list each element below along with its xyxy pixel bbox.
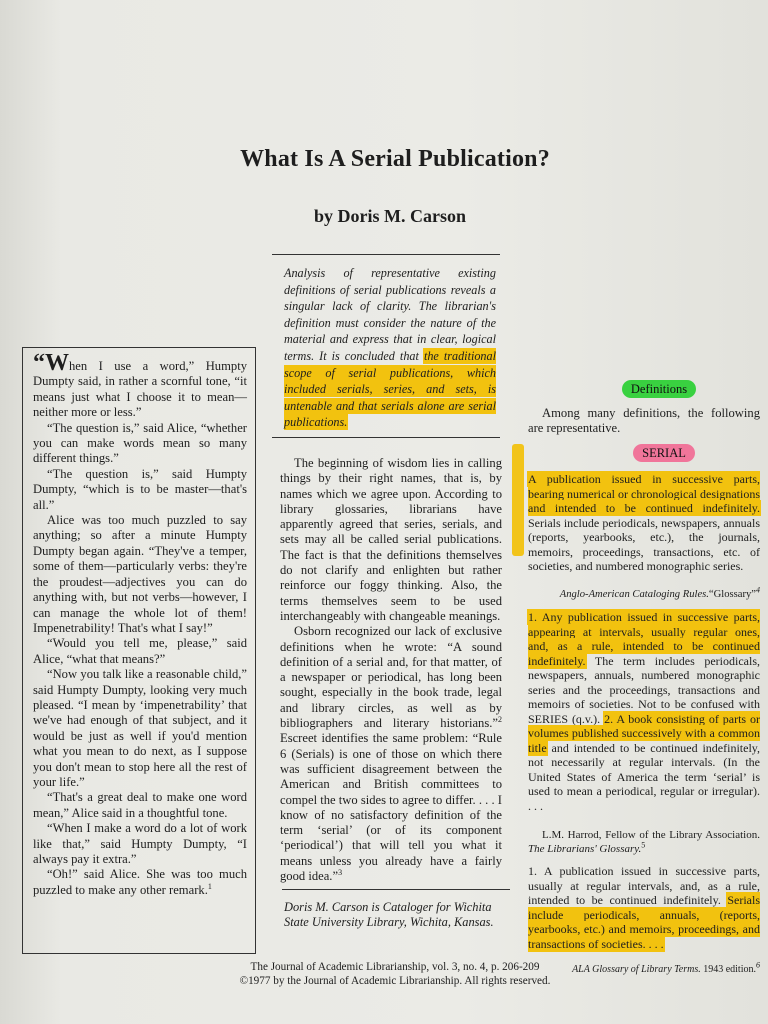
article-title: What Is A Serial Publication? [240,146,550,172]
quote-paragraph: “The question is,” said Alice, “whether you can make words mean so many different things.” [33,420,247,466]
abstract-text: Analysis of representative existing definitions of serial publications reveals a singular lack of clarity. The librarian's definition must consider the nature of the material and express that in clear, logical terms. It is concluded that [284,266,496,363]
definitions-intro: Among many definitions, the following are representative. [528,406,760,435]
quote-paragraph: “Would you tell me, please,” said Alice, “what that means?” [33,636,247,666]
definition-2-source: L.M. Harrod, Fellow of the Library Association. The Librarians' Glossary.$^5$ [528,829,760,855]
author-note: Doris M. Carson is Cataloger for Wichita State University Library, Wichita, Kansas. [284,900,494,930]
journal-footer [150,960,640,988]
quote-paragraph: “Oh!” said Alice. She was too much puzzled to make any other remark.$^1$ [33,867,247,897]
quote-paragraph: “When I use a word,” Humpty Dumpty said, in rather a scornful tone, “it means just what I choose it to mean—neither more or less.” [33,350,247,420]
quote-paragraph: Alice was too much puzzled to say anything; so after a minute Humpty Dumpty began again. “They've a temper, some of them—particularly verbs: they're the proudest—adjectives you can do anything with, but not verbs—however, I can manage the whole lot of them! Impenetrability! That's what I say!” [33,513,247,635]
article-abstract [284,265,496,431]
article-body [280,456,502,884]
humpty-dumpty-quote-box [22,347,256,954]
body-paragraph: The beginning of wisdom lies in calling things by their right names, that is, by names which we agree upon. According to library glossaries, librarians have apparently agreed that series, serials, and sets may all be called serial publications. The fact is that the definitions themselves do not clarify and enlighten but rather reinforce our foggy thinking. Also, the terms themselves seem to be used interchangeably with changeable meanings. [280,456,502,623]
footnote-marker: 2 [498,714,502,724]
definitions-column [528,380,760,978]
quote-paragraph: “That's a great deal to make one word mean,” Alice said in a thoughtful tone. [33,790,247,820]
serial-tag: SERIAL [633,444,695,462]
article-byline: by Doris M. Carson [314,206,466,226]
copyright-line: ©1977 by the Journal of Academic Librarianship. All rights reserved. [239,975,551,987]
margin-highlight-mark [512,444,524,556]
author-note-rule [282,889,510,890]
abstract-highlighted-text: the traditional scope of serial publications, which included serials, series, and sets, is untenable and that serials alone are serial publications. [284,348,497,430]
body-paragraph: Osborn recognized our lack of exclusive definitions when he wrote: “A sound definition of a serial and, for that matter, of a newspaper or periodical, has long been sought, especially in the book trade, legal and library circles, as well as by bibliographers and literary historians.”$^2$ Escreet identifies the same problem: “Rule 6 (Serials) is one of those on which there was sufficient disagreement between the American and British committees to compel the two sides to agree to differ. . . . I know of no satisfactory definition of the term ‘serial’ (or of its component ‘periodical’) that will tell you what it means unless you already have a fairly good idea.”$^3$ [280,624,502,884]
definition-1-source: Anglo-American Cataloging Rules.“Glossary”$^4$ [559,584,760,600]
definition-1: A publication issued in successive parts, bearing numerical or chronological designations and intended to be continued indefinitely. Serials include periodicals, newspapers, annuals (reports, yearbooks, etc.), the journals, memoirs, proceedings, transactions, etc. of societies, and numbered monographic series. [528,472,760,573]
definitions-tag: Definitions [622,380,696,398]
abstract-bottom-rule [272,437,500,438]
definition-2: 1. Any publication issued in successive parts, appearing at intervals, usually regular ones, and, as a rule, intended to be continued indefinitely. The term includes periodicals, newspapers, annuals, numbered monographic series and the proceedings, transactions and memoirs of societies. Not to be confused with SERIES (q.v.). 2. A book consisting of parts or volumes published successively with a common title and intended to be continued indefinitely, not necessarily at regular intervals. (In the United States of America the term ‘serial’ is used to mean a periodical, regular or irregular). . . . [528,610,760,813]
citation-line: The Journal of Academic Librarianship, vol. 3, no. 4, p. 206-209 [250,961,540,973]
quote-paragraph: “Now you talk like a reasonable child,” said Humpty Dumpty, looking very much pleased. “I mean by ‘impenetrability’ that we've had enough of that subject, and it would be just as well if you'd mention what you mean to do next, as I suppose you don't mean to stop here all the rest of your life.” [33,667,247,789]
drop-cap: “W [33,350,69,376]
footnote-marker: 1 [207,881,212,891]
footnote-marker: 3 [338,867,343,877]
quote-paragraph: “The question is,” said Humpty Dumpty, “which is to be master—that's all.” [33,466,247,512]
definition-3: 1. A publication issued in successive parts, usually at regular intervals, and, as a rule, intended to be continued indefinitely. Serials include periodicals, annuals, (reports, yearbooks, etc.) and memoirs, proceedings, and transactions of societies. . . . [528,864,760,951]
definition-3-source: ALA Glossary of Library Terms. 1943 edition.$^6$ [572,960,760,976]
abstract-top-rule [272,254,500,255]
quote-paragraph: “When I make a word do a lot of work like that,” said Humpty Dumpty, “I always pay it extra.” [33,821,247,866]
